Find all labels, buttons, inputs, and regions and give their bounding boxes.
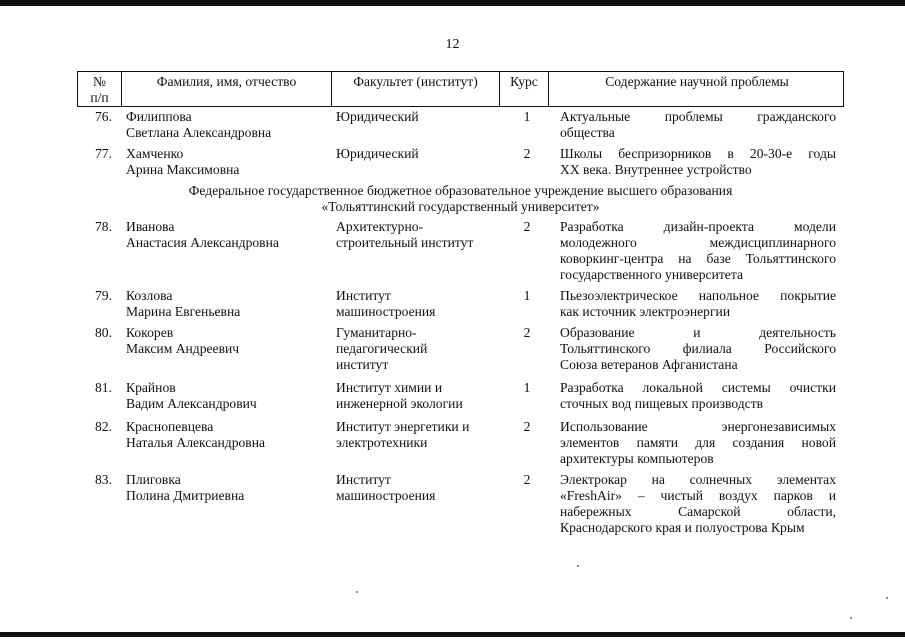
- student-name-line: Кокорев: [126, 325, 174, 340]
- student-name-line: Наталья Александровна: [126, 435, 266, 450]
- research-topic-line: Образование и деятельность: [560, 325, 836, 340]
- student-name-line: Филиппова: [126, 109, 192, 124]
- student-name: [126, 109, 331, 141]
- header-topic: Содержание научной проблемы: [605, 74, 789, 89]
- faculty-line: институт: [336, 357, 389, 372]
- course: 2: [523, 325, 531, 340]
- student-name: [126, 325, 331, 357]
- research-topic-line: как источник электроэнергии: [560, 304, 731, 319]
- faculty-line: Институт: [336, 288, 391, 303]
- research-topic-line: Использование энергонезависимых: [560, 419, 836, 434]
- faculty: [336, 380, 496, 412]
- faculty: [336, 109, 496, 125]
- research-topic-line: Разработка дизайн-проекта модели: [560, 219, 836, 234]
- research-topic: [560, 472, 836, 536]
- scan-speck: [886, 597, 888, 599]
- research-topic-line: Актуальные проблемы гражданского: [560, 109, 836, 124]
- row-number: 81.: [95, 380, 112, 395]
- research-topic-line: государственного университета: [560, 267, 743, 282]
- course: 2: [523, 219, 531, 234]
- research-topic-line: коворкинг-центра на базе Тольяттинского: [560, 251, 836, 266]
- row-number: 82.: [95, 419, 112, 434]
- course: 1: [523, 109, 531, 124]
- faculty: [336, 325, 496, 373]
- header-faculty: Факультет (институт): [332, 72, 500, 106]
- faculty: [336, 472, 496, 504]
- research-topic: [560, 325, 836, 373]
- research-topic-line: набережных Самарской области,: [560, 504, 836, 519]
- student-name-line: Максим Андреевич: [126, 341, 240, 356]
- section-title-line-2: «Тольяттинский государственный университет»: [321, 199, 600, 214]
- faculty-line: Институт энергетики и: [336, 419, 470, 434]
- bottom-border: [0, 632, 905, 637]
- section-title: [77, 183, 844, 215]
- faculty: [336, 288, 496, 320]
- course: 1: [523, 288, 531, 303]
- row-number: 79.: [95, 288, 112, 303]
- research-topic-line: Пьезоэлектрическое напольное покрытие: [560, 288, 836, 303]
- row-number: 80.: [95, 325, 112, 340]
- student-name-line: Анастасия Александровна: [126, 235, 279, 250]
- research-topic-line: «FreshAir» – чистый воздух парков и: [560, 488, 836, 503]
- research-topic: [560, 288, 836, 320]
- student-name: [126, 219, 331, 251]
- faculty: [336, 146, 496, 162]
- faculty-line: строительный институт: [336, 235, 474, 250]
- faculty-line: педагогический: [336, 341, 428, 356]
- scan-speck: [356, 591, 358, 593]
- research-topic-line: Школы беспризорников в 20-30-е годы: [560, 146, 836, 161]
- student-name-line: Крайнов: [126, 380, 176, 395]
- faculty-line: электротехники: [336, 435, 428, 450]
- top-border: [0, 0, 905, 6]
- scan-speck: [577, 565, 579, 567]
- faculty-line: Институт химии и: [336, 380, 443, 395]
- scan-speck: [850, 617, 852, 619]
- research-topic-line: сточных вод пищевых производств: [560, 396, 764, 411]
- header-course: Курс: [500, 72, 549, 106]
- student-name-line: Хамченко: [126, 146, 184, 161]
- faculty-line: машиностроения: [336, 488, 436, 503]
- research-topic: [560, 380, 836, 412]
- student-name-line: Иванова: [126, 219, 175, 234]
- student-name: [126, 472, 331, 504]
- research-topic: [560, 419, 836, 467]
- faculty-line: инженерной экологии: [336, 396, 463, 411]
- faculty-line: Юридический: [336, 146, 419, 161]
- faculty-line: Архитектурно-: [336, 219, 424, 234]
- research-topic-line: общества: [560, 125, 615, 140]
- student-name: [126, 288, 331, 320]
- course: 2: [523, 472, 531, 487]
- research-topic-line: Союза ветеранов Афганистана: [560, 357, 738, 372]
- header-number: № п/п: [78, 72, 122, 106]
- research-topic-line: Краснодарского края и полуострова Крым: [560, 520, 805, 535]
- student-name-line: Плиговка: [126, 472, 181, 487]
- row-number: 78.: [95, 219, 112, 234]
- research-topic-line: элементов памяти для создания новой: [560, 435, 836, 450]
- student-name-line: Арина Максимовна: [126, 162, 240, 177]
- student-name-line: Козлова: [126, 288, 173, 303]
- section-title-line-1: Федеральное государственное бюджетное образовательное учреждение высшего образования: [188, 183, 733, 198]
- research-topic-line: Тольяттинского филиала Российского: [560, 341, 836, 356]
- faculty-line: Юридический: [336, 109, 419, 124]
- student-name-line: Краснопевцева: [126, 419, 214, 434]
- student-name-line: Светлана Александровна: [126, 125, 272, 140]
- row-number: 77.: [95, 146, 112, 161]
- research-topic-line: XX века. Внутреннее устройство: [560, 162, 752, 177]
- course: 1: [523, 380, 531, 395]
- faculty-line: Гуманитарно-: [336, 325, 417, 340]
- page-number: 12: [445, 37, 460, 52]
- student-name-line: Вадим Александрович: [126, 396, 257, 411]
- faculty-line: машиностроения: [336, 304, 436, 319]
- faculty-line: Институт: [336, 472, 391, 487]
- research-topic-line: Электрокар на солнечных элементах: [560, 472, 836, 487]
- research-topic-line: молодежного междисциплинарного: [560, 235, 836, 250]
- course: 2: [523, 419, 531, 434]
- research-topic: [560, 146, 836, 178]
- student-name: [126, 419, 331, 451]
- research-topic: [560, 109, 836, 141]
- research-topic: [560, 219, 836, 283]
- row-number: 83.: [95, 472, 112, 487]
- student-name: [126, 146, 331, 178]
- course: 2: [523, 146, 531, 161]
- research-topic-line: Разработка локальной системы очистки: [560, 380, 836, 395]
- research-topic-line: архитектуры компьютеров: [560, 451, 714, 466]
- faculty: [336, 419, 496, 451]
- header-name: Фамилия, имя, отчество: [122, 72, 332, 106]
- student-name-line: Марина Евгеньевна: [126, 304, 241, 319]
- faculty: [336, 219, 496, 251]
- student-name-line: Полина Дмитриевна: [126, 488, 245, 503]
- row-number: 76.: [95, 109, 112, 124]
- table-header: [77, 71, 844, 107]
- student-name: [126, 380, 331, 412]
